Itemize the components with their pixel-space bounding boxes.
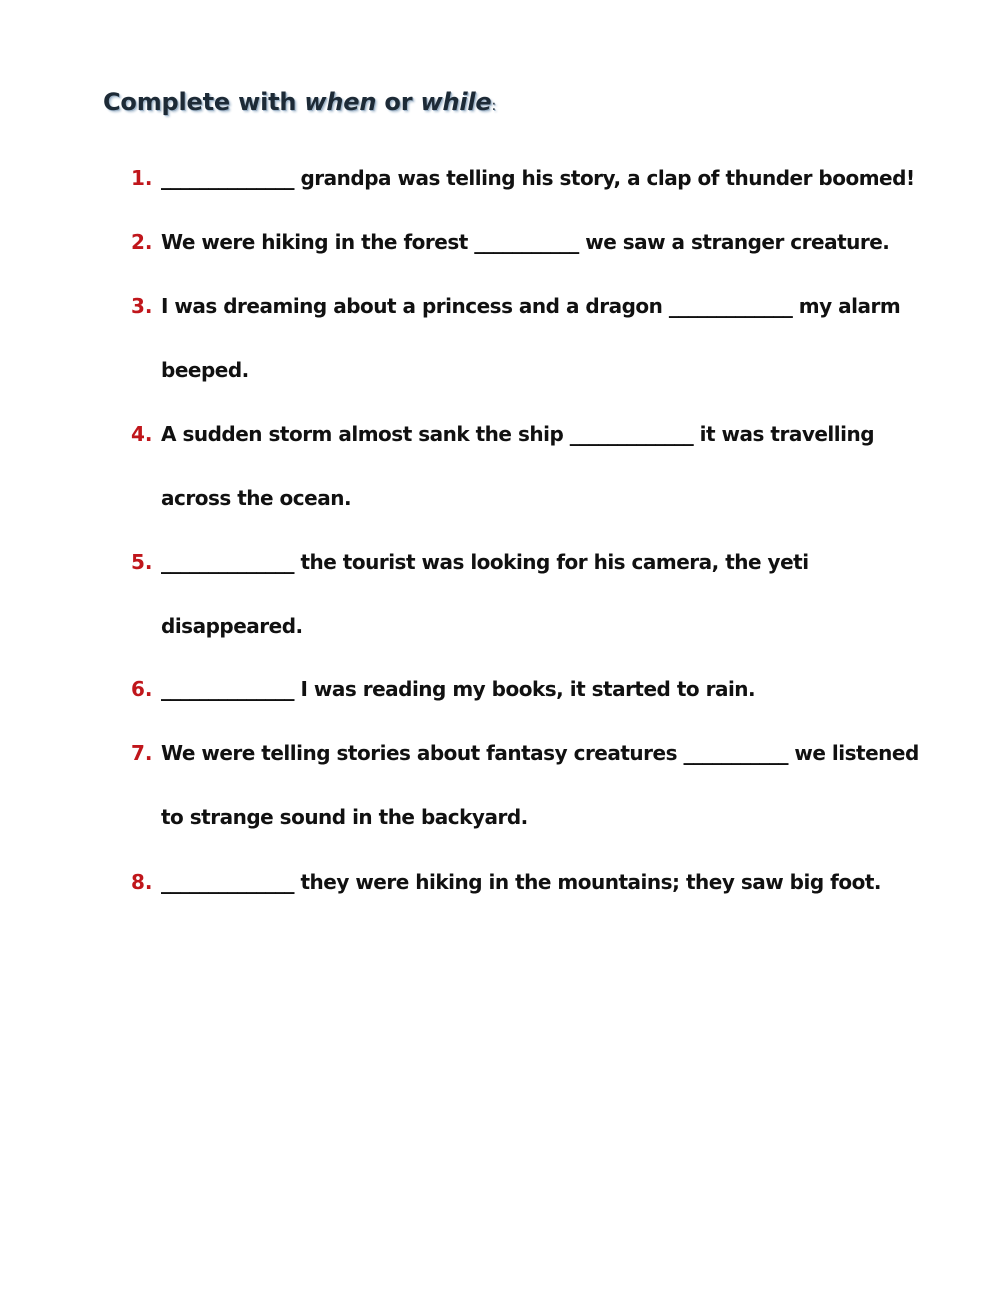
item-text-line: I was dreaming about a princess and a dragon _____________ my alarm: [161, 294, 901, 318]
title-prefix: Complete with: [103, 88, 305, 116]
item-number: 4.: [131, 422, 153, 446]
item-number: 2.: [131, 230, 153, 254]
item-text-line: We were hiking in the forest ___________ we saw a stranger creature.: [161, 230, 890, 254]
item-number: 7.: [131, 741, 153, 765]
item-text-line: beeped.: [161, 358, 249, 382]
item-number: 3.: [131, 294, 153, 318]
item-text-line: We were telling stories about fantasy creatures ___________ we listened: [161, 741, 919, 765]
item-number: 6.: [131, 677, 153, 701]
item-text-line: ______________ the tourist was looking for his camera, the yeti: [161, 550, 809, 574]
item-number: 1.: [131, 166, 153, 190]
item-text-line: ______________ grandpa was telling his story, a clap of thunder boomed!: [161, 166, 915, 190]
title-middle: or: [376, 88, 421, 116]
item-text-line: across the ocean.: [161, 486, 352, 510]
title-keyword-when: when: [304, 88, 377, 116]
item-text-line: to strange sound in the backyard.: [161, 805, 528, 829]
item-text-line: ______________ I was reading my books, it started to rain.: [161, 677, 756, 701]
item-number: 5.: [131, 550, 153, 574]
item-text-line: A sudden storm almost sank the ship _____________ it was travelling: [161, 422, 875, 446]
item-number: 8.: [131, 870, 153, 894]
title-keyword-while: while: [420, 88, 492, 116]
item-text-line: disappeared.: [161, 614, 303, 638]
title-suffix: :: [491, 98, 497, 114]
item-text-line: ______________ they were hiking in the mountains; they saw big foot.: [161, 870, 881, 894]
worksheet-title: [103, 88, 496, 116]
